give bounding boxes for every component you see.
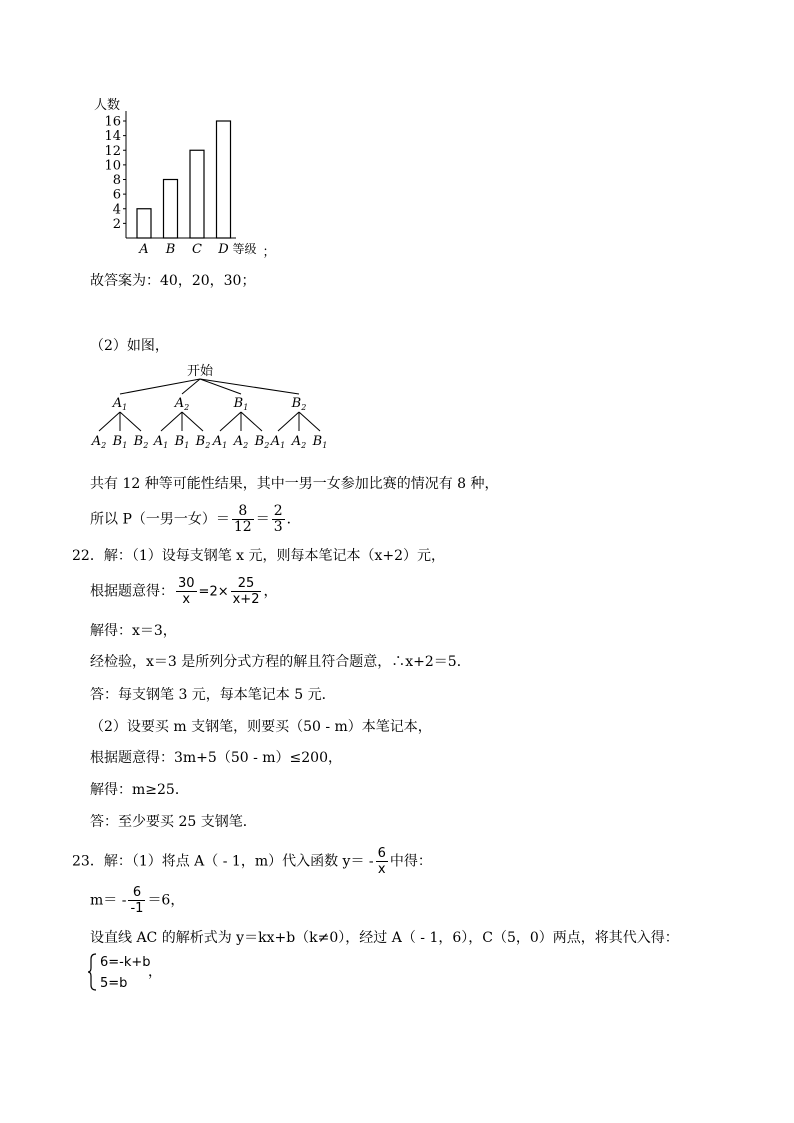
y-tick-label: 8 <box>112 173 121 188</box>
tree-branch <box>200 379 241 394</box>
x-tick-label: B <box>165 242 176 257</box>
tree-leaf-A2: $A_2$ <box>91 434 107 450</box>
y-tick-label: 6 <box>112 187 121 203</box>
tree-branch <box>299 412 320 431</box>
tree-node-B2: $B_2$ <box>291 396 307 412</box>
tree-leaf-A2: $A_2$ <box>233 434 249 450</box>
bar-B <box>164 180 178 239</box>
answer-line: 故答案为：40，20，30； <box>90 273 256 289</box>
tree-diagram <box>80 355 360 465</box>
bar-C <box>190 150 204 238</box>
tree-node-B1: $B_1$ <box>233 396 249 412</box>
x-tick-label: A <box>139 242 149 257</box>
tree-branch <box>120 412 141 431</box>
tree-leaf-B2: $B_2$ <box>195 434 211 450</box>
q22-part2: （2）设要买 m 支钢笔，则要买（50 - m）本笔记本， <box>90 719 432 735</box>
q22-title: 22．解：（1）设每支钢笔 x 元，则每本笔记本（x+2）元， <box>72 548 446 564</box>
brace-icon <box>88 953 98 991</box>
y-tick-label: 4 <box>112 202 121 218</box>
tree-root: 开始 <box>186 364 214 379</box>
tree-leaf-B2: $B_2$ <box>254 434 270 450</box>
trailing-semicolon: ； <box>262 245 276 260</box>
q22-inequality: 根据题意得：3m+5（50 - m）≤200， <box>90 750 342 766</box>
tree-branch <box>182 379 200 394</box>
x-axis-label: 等级 <box>232 242 257 256</box>
q22-equation: 根据题意得： $\frac{30}{x}$ =2× $\frac{25}{x+2}$ ， <box>90 576 278 607</box>
y-tick-label: 2 <box>112 216 121 232</box>
tree-leaf-A1: $A_1$ <box>212 434 228 450</box>
part2-heading: （2）如图， <box>90 338 169 354</box>
system-comma: ， <box>148 964 162 980</box>
system-eq2: 5=b <box>100 976 128 991</box>
tree-branch <box>120 379 200 394</box>
q22-solve: 解得：x＝3， <box>90 623 177 639</box>
tree-leaf-B1: $B_1$ <box>112 434 128 450</box>
tree-node-A2: $A_2$ <box>174 396 190 412</box>
fraction-8-12: $\frac{8}{12}$ <box>233 503 252 535</box>
probability-line: 所以 P（一男一女）＝ $\frac{8}{12}$ ＝ $\frac{2}{3}$ ． <box>90 503 301 535</box>
tree-branch <box>278 412 299 431</box>
tree-leaf-B1: $B_1$ <box>174 434 190 450</box>
tree-branch <box>99 412 120 431</box>
x-tick-label: C <box>192 242 202 257</box>
x-tick-label: D <box>218 242 229 257</box>
bar-A <box>137 209 151 238</box>
tree-branch <box>241 412 262 431</box>
y-tick-label: 12 <box>104 143 121 159</box>
tree-leaf-A1: $A_1$ <box>270 434 286 450</box>
q22-answer2: 答：至少要买 25 支钢笔． <box>90 814 257 830</box>
fraction-2-3: $\frac{2}{3}$ <box>273 503 283 535</box>
q22-answer: 答：每支钢笔 3 元，每本笔记本 5 元． <box>90 687 336 703</box>
tree-leaf-B2: $B_2$ <box>133 434 149 450</box>
q22-solve2: 解得：m≥25． <box>90 782 189 798</box>
tree-branch <box>161 412 182 431</box>
q23-line-formula: 设直线 AC 的解析式为 y＝kx+b（k≠0），经过 A（ - 1，6），C（5，0）两点，将其代入得： <box>90 930 679 946</box>
tree-branch <box>182 412 203 431</box>
bar-D <box>217 121 231 238</box>
tree-node-A1: $A_1$ <box>112 396 128 412</box>
q23-title: 23．解：（1）将点 A（ - 1，m）代入函数 y＝ - $\frac{6}{x}$ 中得： <box>72 846 432 877</box>
q22-check: 经检验，x＝3 是所列分式方程的解且符合题意，∴x+2＝5． <box>90 654 471 670</box>
y-axis-label: 人数 <box>94 98 121 113</box>
system-eq1: 6=-k+b <box>100 955 151 970</box>
y-tick-label: 16 <box>104 114 121 130</box>
y-tick-label: 14 <box>104 129 121 145</box>
bar-chart <box>80 92 280 262</box>
y-tick-label: 10 <box>104 158 121 174</box>
q23-m-value: m＝ - $\frac{6}{-1}$ ＝6， <box>90 885 185 916</box>
tree-branch <box>220 412 241 431</box>
total-outcomes-line: 共有 12 种等可能性结果，其中一男一女参加比赛的情况有 8 种， <box>90 476 499 492</box>
tree-leaf-A2: $A_2$ <box>291 434 307 450</box>
tree-leaf-A1: $A_1$ <box>153 434 169 450</box>
tree-branch <box>200 379 299 394</box>
tree-leaf-B1: $B_1$ <box>312 434 328 450</box>
